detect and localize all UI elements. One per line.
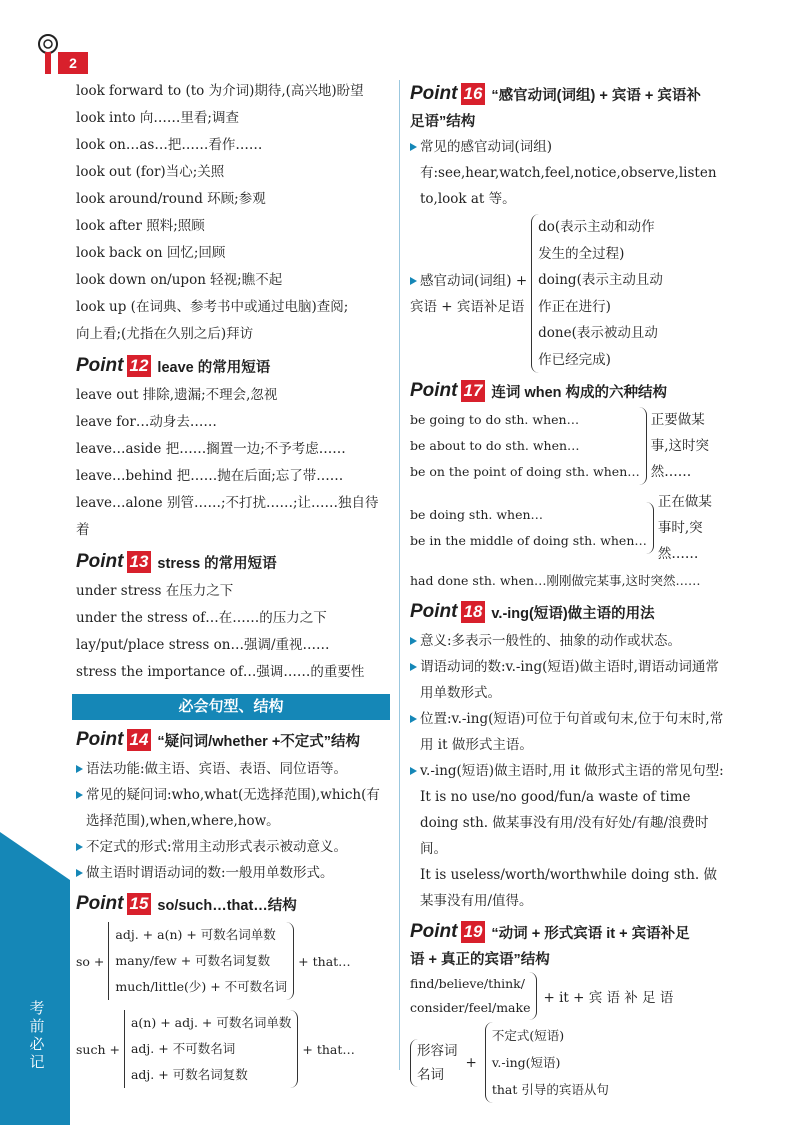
point-title-cont: 足语”结构 xyxy=(410,114,476,130)
phrase-item: be about to do sth. when… xyxy=(410,438,580,453)
complement-types xyxy=(410,1039,458,1087)
option-item: adj. + 不可数名词 xyxy=(130,1041,236,1056)
bullet-item: 不定式的形式:常用主动形式表示被动意义。 xyxy=(76,834,390,860)
option-item: 作正在进行) xyxy=(538,298,611,315)
point-word: Point xyxy=(76,355,124,376)
option-item: many/few + 可数名词复数 xyxy=(115,953,271,968)
point-title-cont: 语 + 真正的宾语”结构 xyxy=(410,952,550,968)
point-title: “疑问词/whether +不定式”结构 xyxy=(157,733,361,750)
bullet-item: 常见的疑问词:who,what(无选择范围),which(有选择范围),when,where,how。 xyxy=(76,782,390,834)
verb-list xyxy=(410,972,537,1020)
verb-line: consider/feel/make xyxy=(410,1000,531,1015)
point-17-heading xyxy=(410,375,730,407)
point-13-heading xyxy=(76,546,390,578)
option-item: a(n) + adj. + 可数名词单数 xyxy=(130,1015,292,1030)
left-column xyxy=(76,78,390,1088)
list-item: look on…as…把……看作…… xyxy=(76,137,263,153)
list-item: leave…behind 把……抛在后面;忘了带…… xyxy=(76,468,344,484)
column-divider xyxy=(399,80,400,1070)
list-item: look down on/upon 轻视;瞧不起 xyxy=(76,272,283,288)
when-group-2 xyxy=(410,489,730,567)
so-label: so + xyxy=(76,953,105,969)
such-label: such + xyxy=(76,1041,120,1057)
point-word: Point xyxy=(410,921,458,942)
example-sentence: It is no use/no good/fun/a waste of time doing sth. 做某事没有用/没有好处/有趣/浪费时间。 xyxy=(420,789,709,857)
list-item: 向上看;(尤指在久别之后)拜访 xyxy=(76,326,254,342)
verb-line: find/believe/think/ xyxy=(410,976,525,991)
verb-structure xyxy=(410,972,730,1020)
point-14-heading xyxy=(76,724,390,756)
perception-structure xyxy=(410,214,730,373)
object-item: that 引导的宾语从句 xyxy=(491,1082,609,1097)
section-banner: 必会句型、结构 xyxy=(72,694,390,720)
list-item: leave for…动身去…… xyxy=(76,414,217,430)
bullet-item: 意义:多表示一般性的、抽象的动作或状态。 xyxy=(410,628,730,654)
point-16-heading xyxy=(410,78,730,110)
option-item: 发生的全过程) xyxy=(538,245,625,262)
type-item: 形容词 xyxy=(417,1042,458,1059)
point-word: Point xyxy=(76,729,124,750)
phrase-item: be in the middle of doing sth. when… xyxy=(410,533,647,548)
point-15-heading xyxy=(76,888,390,920)
when-phrases xyxy=(410,502,654,554)
structure-label: 感官动词(词组) + xyxy=(410,268,527,294)
point-word: Point xyxy=(410,601,458,622)
bullet-item: v.-ing(短语)做主语时,用 it 做形式主语的常见句型: xyxy=(410,758,730,784)
so-structure xyxy=(76,922,390,1000)
option-item: 作已经完成) xyxy=(538,351,611,368)
list-item: lay/put/place stress on…强调/重视…… xyxy=(76,637,330,653)
list-item: stress the importance of…强调……的重要性 xyxy=(76,664,365,680)
such-structure xyxy=(76,1010,390,1088)
look-phrases xyxy=(76,78,390,348)
list-item: look back on 回忆;回顾 xyxy=(76,245,226,261)
structure-options xyxy=(531,214,663,373)
when-group-1 xyxy=(410,407,730,485)
list-item: had done sth. when…刚刚做完某事,这时突然…… xyxy=(410,573,701,588)
list-item: look up (在词典、参考书中或通过电脑)查阅; xyxy=(76,299,349,315)
point-word: Point xyxy=(410,380,458,401)
list-item: under the stress of…在……的压力之下 xyxy=(76,610,327,626)
phrase-item: be doing sth. when… xyxy=(410,507,544,522)
point-word: Point xyxy=(410,83,458,104)
when-meaning xyxy=(658,489,712,567)
structure-label: 宾语 + 宾语补足语 xyxy=(410,298,525,315)
right-column xyxy=(410,78,730,1103)
point-number: 14 xyxy=(127,729,152,751)
that-label: + that… xyxy=(302,1041,355,1057)
list-item: look into 向……里看;调查 xyxy=(76,110,239,126)
phrase-item: be going to do sth. when… xyxy=(410,412,580,427)
formula: + it + 宾 语 补 足 语 xyxy=(543,990,674,1006)
when-meaning xyxy=(651,407,709,485)
point-title: 连词 when 构成的六种结构 xyxy=(491,384,668,401)
point-number: 17 xyxy=(461,380,486,402)
point-number: 15 xyxy=(127,893,152,915)
meaning-line: 然…… xyxy=(650,464,692,480)
object-item: v.-ing(短语) xyxy=(491,1055,561,1070)
point-word: Point xyxy=(76,893,124,914)
that-label: + that… xyxy=(298,953,351,969)
point-title: leave 的常用短语 xyxy=(157,359,271,376)
bullet-item: 位置:v.-ing(短语)可位于句首或句末,位于句末时,常用 it 做形式主语。 xyxy=(410,706,730,758)
point-title: so/such…that…结构 xyxy=(157,897,297,914)
meaning-line: 然…… xyxy=(657,546,699,562)
point-number: 18 xyxy=(461,601,486,623)
point-title: v.-ing(短语)做主语的用法 xyxy=(491,605,655,622)
bullet-item: 语法功能:做主语、宾语、表语、同位语等。 xyxy=(76,756,390,782)
side-label: 考前必记 xyxy=(29,1000,45,1071)
meaning-line: 事,这时突 xyxy=(650,438,710,454)
object-item: 不定式(短语) xyxy=(491,1028,565,1043)
option-item: do(表示主动和动作 xyxy=(538,219,655,235)
option-item: doing(表示主动且动 xyxy=(538,272,663,288)
page-number: 2 xyxy=(58,52,88,74)
object-types xyxy=(485,1022,609,1103)
bullet-item: 谓语动词的数:v.-ing(短语)做主语时,谓语动词通常用单数形式。 xyxy=(410,654,730,706)
point-18-heading xyxy=(410,596,730,628)
point-title: “感官动词(词组) + 宾语 + 宾语补 xyxy=(491,87,701,104)
complement-structure xyxy=(410,1022,730,1103)
meaning-line: 正要做某 xyxy=(650,412,705,428)
option-item: much/little(少) + 不可数名词 xyxy=(115,979,288,994)
bullet-item: 做主语时谓语动词的数:一般用单数形式。 xyxy=(76,860,390,886)
option-item: done(表示被动且动 xyxy=(538,325,658,341)
option-item: adj. + a(n) + 可数名词单数 xyxy=(115,927,276,942)
plus-sign: + xyxy=(465,1054,477,1071)
point-19-heading xyxy=(410,916,730,948)
structure-left xyxy=(410,268,527,320)
option-item: adj. + 可数名词复数 xyxy=(130,1067,248,1082)
so-options xyxy=(108,922,294,1000)
type-item: 名词 xyxy=(417,1066,444,1083)
list-item: look around/round 环顾;参观 xyxy=(76,191,266,207)
point-number: 13 xyxy=(127,551,152,573)
list-item: look out (for)当心;关照 xyxy=(76,164,225,180)
phrase-item: be on the point of doing sth. when… xyxy=(410,464,640,479)
point-12-heading xyxy=(76,350,390,382)
list-item: look after 照料;照顾 xyxy=(76,218,205,234)
point-number: 12 xyxy=(127,355,152,377)
list-item: leave out 排除,遗漏;不理会,忽视 xyxy=(76,387,278,403)
such-options xyxy=(124,1010,298,1088)
list-item: leave…alone 别管……;不打扰……;让……独自待着 xyxy=(76,495,379,538)
list-item: under stress 在压力之下 xyxy=(76,583,234,599)
point-word: Point xyxy=(76,551,124,572)
point-number: 19 xyxy=(461,921,486,943)
point-title: “动词 + 形式宾语 it + 宾语补足 xyxy=(491,925,690,942)
meaning-line: 正在做某 xyxy=(657,494,712,510)
point-number: 16 xyxy=(461,83,486,105)
when-phrases xyxy=(410,407,647,485)
list-item: look forward to (to 为介词)期待,(高兴地)盼望 xyxy=(76,83,364,99)
example-sentence: It is useless/worth/worthwhile doing sth. 做某事没有用/值得。 xyxy=(420,867,717,909)
bullet-item: 常见的感官动词(词组)有:see,hear,watch,feel,notice,observe,listen to,look at 等。 xyxy=(410,134,730,212)
meaning-line: 事时,突 xyxy=(657,520,703,536)
list-item: leave…aside 把……搁置一边;不予考虑…… xyxy=(76,441,346,457)
point-title: stress 的常用短语 xyxy=(157,555,277,572)
